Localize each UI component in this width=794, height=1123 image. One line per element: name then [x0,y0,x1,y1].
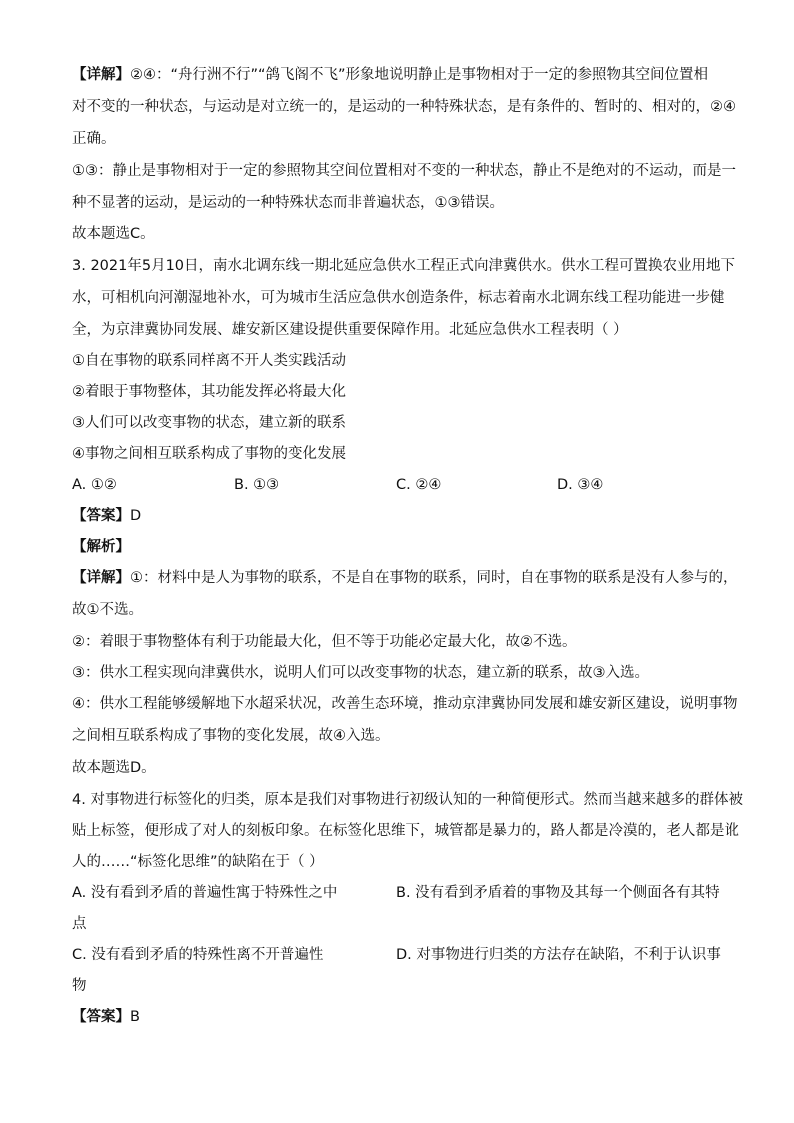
statement-2: ②着眼于事物整体，其功能发挥必将最大化 [72,384,346,400]
question-3-line: 全，为京津冀协同发展、雄安新区建设提供重要保障作用。北延应急供水工程表明（ ） [72,322,628,338]
answer-value: B [130,1009,140,1025]
statement-1: ①自在事物的联系同样离不开人类实践活动 [72,353,346,369]
q3-detail-line-1 [72,568,738,588]
q3-answer [72,506,141,526]
text-line: 故本题选C。 [72,226,155,242]
question-3-line: 3. 2021年5月10日，南水北调东线一期北延应急供水工程正式向津冀供水。供水工程可置换农业用地下 [72,258,736,274]
answer-value: D [130,508,142,524]
q4-option-a: A. 没有看到矛盾的普遍性寓于特殊性之中 [72,885,338,901]
statement-4: ④事物之间相互联系构成了事物的变化发展 [72,446,346,462]
text-line: 正确。 [72,131,116,147]
q3-detail-line-1-text: ①：材料中是人为事物的联系，不是自在事物的联系，同时，自在事物的联系是没有人参与的， [130,570,738,586]
text-line: 故①不选。 [72,602,143,618]
q4-answer [72,1007,140,1027]
q4-option-d-wrap: 物 [72,978,87,994]
text-line: 故本题选D。 [72,760,156,776]
text-line: ④：供水工程能够缓解地下水超采状况，改善生态环境，推动京津冀协同发展和雄安新区建设，说明事物 [72,696,738,712]
text-line: 种不显著的运动，是运动的一种特殊状态而非普遍状态，①③错误。 [72,195,504,211]
answer-label: 【答案】 [72,1009,130,1025]
q3-analysis-label: 【解析】 [72,539,130,555]
q3-option-d: D. ③④ [557,477,604,493]
q4-option-b-wrap: 点 [72,916,87,932]
q3-option-b: B. ①③ [234,477,280,493]
text-line: ①③：静止是事物相对于一定的参照物其空间位置相对不变的一种状态，静止不是绝对的不运动，而是一 [72,163,736,179]
question-3-line: 水，可相机向河潮湿地补水，可为城市生活应急供水创造条件，标志着南水北调东线工程功能进一步健 [72,290,725,306]
text-line: ②：着眼于事物整体有利于功能最大化，但不等于功能必定最大化，故②不选。 [72,634,577,650]
detail-label: 【详解】 [72,570,130,586]
detail-line-1 [72,65,708,85]
q4-option-d: D. 对事物进行归类的方法存在缺陷，不利于认识事 [396,947,721,963]
q3-option-c: C. ②④ [396,477,442,493]
statement-3: ③人们可以改变事物的状态，建立新的联系 [72,415,346,431]
detail-label: 【详解】 [72,67,130,83]
question-4-line: 人的……“标签化思维”的缺陷在于（ ） [72,854,324,870]
question-4-line: 贴上标签，便形成了对人的刻板印象。在标签化思维下，城管都是暴力的，路人都是冷漠的，老人都是讹 [72,823,739,839]
q3-option-a: A. ①② [72,477,117,493]
question-4-line: 4. 对事物进行标签化的归类，原本是我们对事物进行初级认知的一种简便形式。然而当越来越多的群体被 [72,792,743,808]
text-line: 之间相互联系构成了事物的变化发展，故④入选。 [72,728,390,744]
text-line: 对不变的一种状态，与运动是对立统一的，是运动的一种特殊状态，是有条件的、暂时的、相对的，②④ [72,99,736,115]
answer-label: 【答案】 [72,508,130,524]
q4-option-b: B. 没有看到矛盾着的事物及其每一个侧面各有其特 [396,885,720,901]
detail-line-1-text: ②④：“舟行洲不行”“鸽飞阁不飞”形象地说明静止是事物相对于一定的参照物其空间位置相 [130,67,709,83]
text-line: ③：供水工程实现向津冀供水，说明人们可以改变事物的状态，建立新的联系，故③入选。 [72,665,649,681]
q4-option-c: C. 没有看到矛盾的特殊性离不开普遍性 [72,947,324,963]
